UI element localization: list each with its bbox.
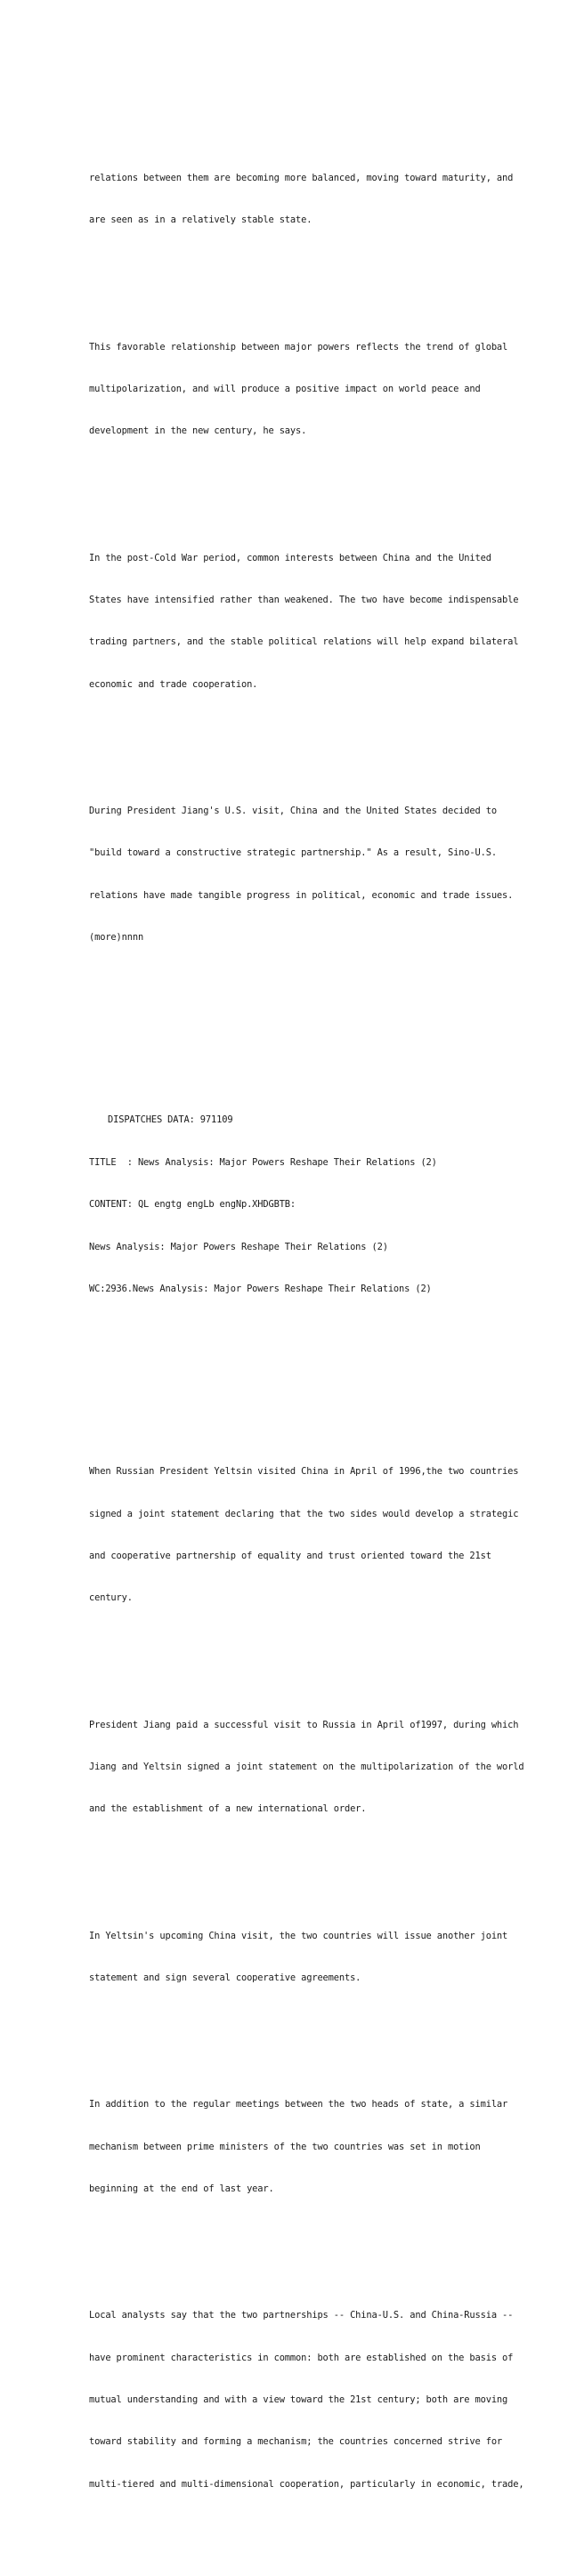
text-line: signed a joint statement declaring that the two sides would develop a strategic xyxy=(89,1508,519,1519)
text-line: In the post-Cold War period, common interests between China and the United xyxy=(89,552,491,563)
text-line: In Yeltsin's upcoming China visit, the two countries will issue another joint xyxy=(89,1930,508,1941)
paragraph-yeltsin-upcoming xyxy=(89,1901,534,2013)
text-line: have prominent characteristics in common: both are established on the basis of xyxy=(89,2352,514,2363)
blank-line xyxy=(89,1381,534,1396)
text-line: beginning at the end of last year. xyxy=(89,2183,274,2194)
text-line: trading partners, and the stable political relations will help expand bilateral xyxy=(89,636,519,648)
dispatch-metadata xyxy=(89,1086,534,1325)
paragraph-post-cold-war xyxy=(89,523,534,720)
paragraph-local-analysts xyxy=(89,2281,534,2521)
text-line: and cooperative partnership of equality and trust oriented toward the 21st xyxy=(89,1551,491,1562)
text-line: When Russian President Yeltsin visited China in April of 1996,the two countries xyxy=(89,1466,519,1478)
text-line: statement and sign several cooperative agreements. xyxy=(89,1972,361,1983)
text-line: In addition to the regular meetings between the two heads of state, a similar xyxy=(89,2099,508,2110)
paragraph-prime-ministers xyxy=(89,2070,534,2225)
text-line: (more)nnnn xyxy=(89,932,144,944)
dispatch-word-count: WC:2936.News Analysis: Major Powers Reshape Their Relations (2) xyxy=(89,1283,432,1294)
text-line: mutual understanding and with a view toward the 21st century; both are moving xyxy=(89,2394,508,2405)
text-line: During President Jiang's U.S. visit, China and the United States decided to xyxy=(89,805,497,816)
text-line: multipolarization, and will produce a positive impact on world peace and xyxy=(89,383,481,394)
paragraph-relations-balanced xyxy=(89,143,534,255)
text-line: "build toward a constructive strategic partnership." As a result, Sino-U.S. xyxy=(89,847,497,859)
text-line: and the establishment of a new international order. xyxy=(89,1803,367,1815)
dispatch-content: CONTENT: QL engtg engLb engNp.XHDGBTB: xyxy=(89,1199,296,1211)
text-line: mechanism between prime ministers of the two countries was set in motion xyxy=(89,2141,481,2152)
text-line: Local analysts say that the two partnerships -- China-U.S. and China-Russia -- xyxy=(89,2310,514,2321)
text-line: President Jiang paid a successful visit to Russia in April of1997, during which xyxy=(89,1719,519,1730)
text-line: toward stability and forming a mechanism; the countries concerned strive for xyxy=(89,2436,503,2448)
text-line: are seen as in a relatively stable state. xyxy=(89,215,312,226)
blank-line xyxy=(89,1030,534,1044)
text-line: This favorable relationship between major powers reflects the trend of global xyxy=(89,341,508,352)
text-line: economic and trade cooperation. xyxy=(89,678,258,690)
dispatch-headline: News Analysis: Major Powers Reshape Their Relations (2) xyxy=(89,1241,388,1252)
text-line: relations between them are becoming more balanced, moving toward maturity, and xyxy=(89,172,514,183)
paragraph-jiang-russia-1997 xyxy=(89,1690,534,1845)
document-body xyxy=(89,101,534,2576)
text-line: multi-tiered and multi-dimensional cooperation, particularly in economic, trade, xyxy=(89,2478,524,2490)
dispatch-title: TITLE : News Analysis: Major Powers Reshape Their Relations (2) xyxy=(89,1156,437,1168)
paragraph-favorable-relationship xyxy=(89,312,534,467)
text-line: century. xyxy=(89,1592,133,1604)
text-line: States have intensified rather than weakened. The two have become indispensable xyxy=(89,594,519,605)
dispatch-date: DISPATCHES DATA: 971109 xyxy=(108,1114,233,1126)
text-line: Jiang and Yeltsin signed a joint statement on the multipolarization of the world xyxy=(89,1762,524,1773)
paragraph-jiang-us-visit xyxy=(89,776,534,973)
text-line: development in the new century, he says. xyxy=(89,425,307,437)
text-line: relations have made tangible progress in political, economic and trade issues. xyxy=(89,889,514,901)
paragraph-yeltsin-1996 xyxy=(89,1438,534,1634)
